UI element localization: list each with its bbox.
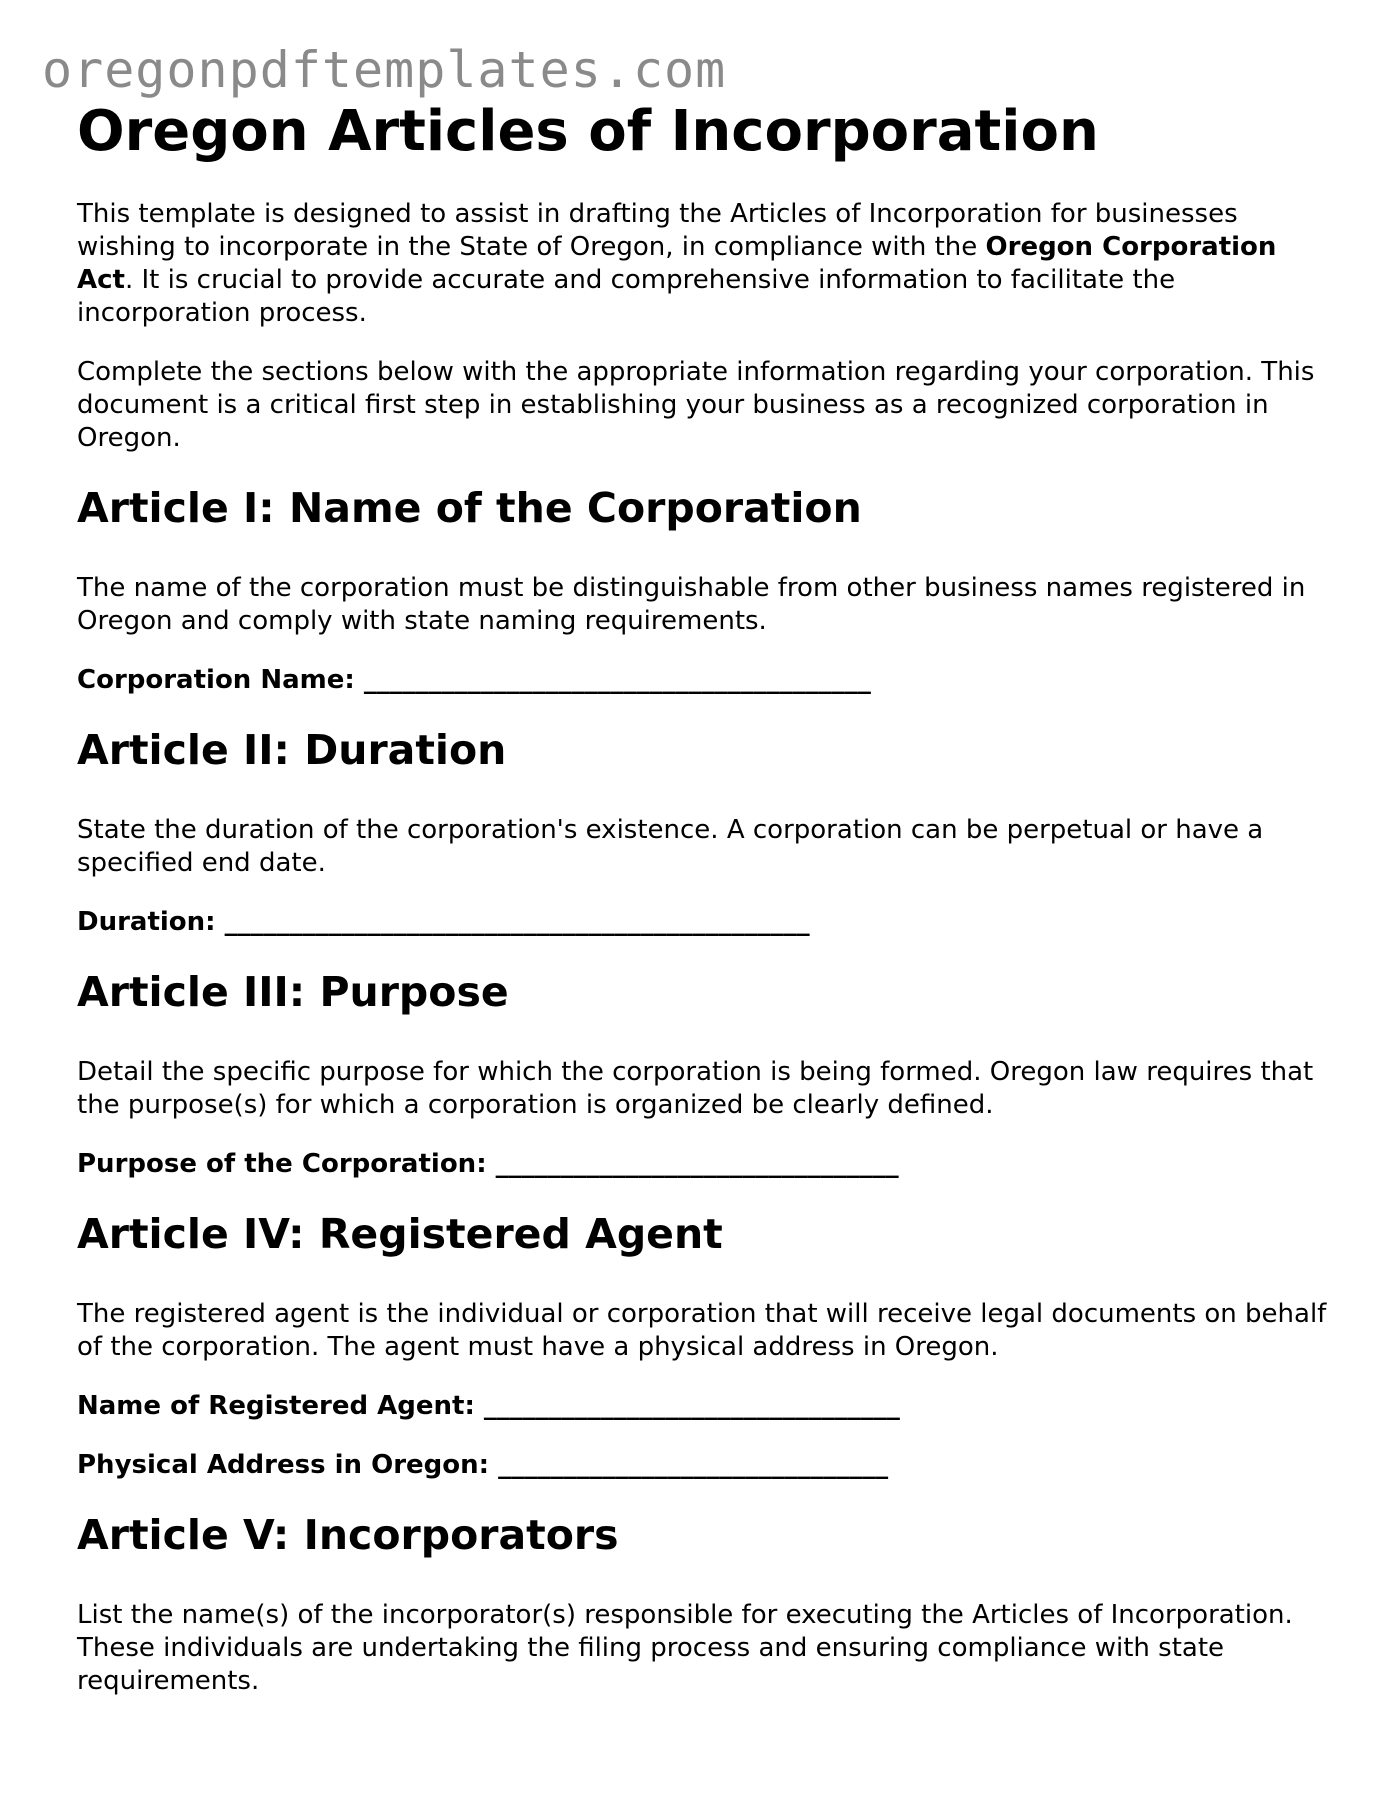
article-5-text: List the name(s) of the incorporator(s) responsible for executing the Articles of Incorporation. These individuals are undertaking the filing process and ensuring compliance with state requirements. bbox=[77, 1600, 1293, 1696]
article-3-text: Detail the specific purpose for which the corporation is being formed. Oregon law requires that the purpose(s) for which a corporation is organized be clearly defined. bbox=[77, 1057, 1314, 1120]
article-2-section bbox=[77, 723, 1327, 939]
corporation-name-label: Corporation Name: bbox=[77, 665, 355, 695]
article-3-section bbox=[77, 965, 1327, 1181]
intro-paragraph-1 bbox=[77, 198, 1327, 330]
purpose-blank[interactable]: _______________________________ bbox=[495, 1149, 899, 1179]
article-3-heading: Article III: Purpose bbox=[77, 968, 509, 1016]
physical-address-field[interactable] bbox=[77, 1449, 1327, 1482]
intro-text-start: This template is designed to assist in drafting the Articles of Incorporation for businesses wishing to incorporate in the State of Oregon, in compliance with the bbox=[77, 199, 1238, 262]
intro-act-name: Oregon Corporation Act bbox=[77, 232, 1277, 295]
registered-agent-name-blank[interactable]: ________________________________ bbox=[483, 1391, 900, 1421]
purpose-field[interactable] bbox=[77, 1148, 1327, 1181]
article-5-heading: Article V: Incorporators bbox=[77, 1511, 619, 1559]
registered-agent-name-field[interactable] bbox=[77, 1390, 1327, 1423]
duration-blank[interactable]: _____________________________________________ bbox=[224, 907, 810, 937]
intro-text-end: . It is crucial to provide accurate and comprehensive information to facilitate the incorporation process. bbox=[77, 265, 1176, 328]
article-4-section bbox=[77, 1207, 1327, 1482]
article-1-section bbox=[77, 481, 1327, 697]
document-body bbox=[77, 96, 1327, 1698]
corporation-name-field[interactable] bbox=[77, 664, 1327, 697]
physical-address-label: Physical Address in Oregon: bbox=[77, 1450, 490, 1480]
article-4-text: The registered agent is the individual or corporation that will receive legal documents on behalf of the corporation. The agent must have a physical address in Oregon. bbox=[77, 1299, 1327, 1362]
article-1-heading: Article I: Name of the Corporation bbox=[77, 484, 862, 532]
duration-label: Duration: bbox=[77, 907, 216, 937]
article-2-text: State the duration of the corporation's existence. A corporation can be perpetual or have a specified end date. bbox=[77, 815, 1264, 878]
intro-paragraph-2: Complete the sections below with the appropriate information regarding your corporation. This document is a critical first step in establishing your business as a recognized corporation in Oregon. bbox=[77, 357, 1315, 453]
duration-field[interactable] bbox=[77, 906, 1327, 939]
physical-address-blank[interactable]: ______________________________ bbox=[498, 1450, 889, 1480]
page-title: Oregon Articles of Incorporation bbox=[77, 99, 1099, 164]
registered-agent-name-label: Name of Registered Agent: bbox=[77, 1391, 475, 1421]
article-5-section bbox=[77, 1508, 1327, 1698]
article-1-text: The name of the corporation must be distinguishable from other business names registered in Oregon and comply with state naming requirements. bbox=[77, 573, 1306, 636]
watermark: oregonpdftemplates.com bbox=[42, 41, 727, 99]
corporation-name-blank[interactable]: _______________________________________ bbox=[363, 665, 871, 695]
article-2-heading: Article II: Duration bbox=[77, 726, 507, 774]
article-4-heading: Article IV: Registered Agent bbox=[77, 1210, 723, 1258]
purpose-label: Purpose of the Corporation: bbox=[77, 1149, 487, 1179]
